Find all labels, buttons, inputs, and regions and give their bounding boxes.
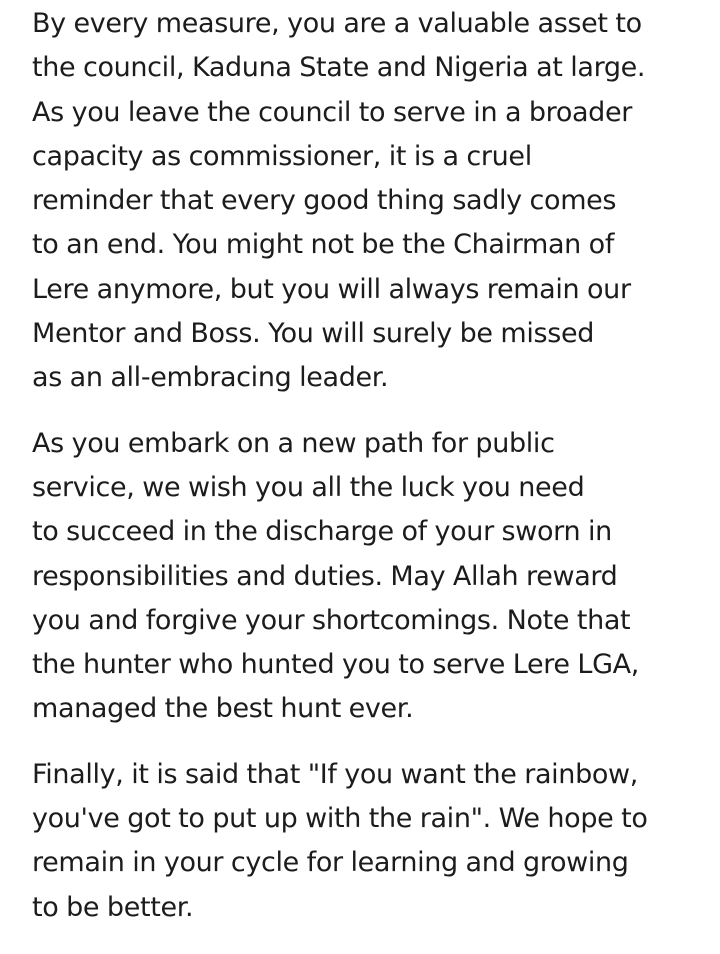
- paragraph-3: [32, 753, 702, 930]
- text-line: As you embark on a new path for public: [32, 427, 555, 459]
- text-line: As you leave the council to serve in a broader: [32, 96, 632, 128]
- text-line: the hunter who hunted you to serve Lere LGA,: [32, 649, 639, 681]
- text-line: to succeed in the discharge of your sworn in: [32, 516, 612, 548]
- article-body: [32, 2, 702, 951]
- paragraph-2: [32, 422, 702, 732]
- text-line: Mentor and Boss. You will surely be missed: [32, 318, 594, 350]
- text-line: you and forgive your shortcomings. Note that: [32, 604, 631, 636]
- text-line: Lere anymore, but you will always remain our: [32, 273, 631, 305]
- text-line: you've got to put up with the rain". We hope to: [32, 803, 648, 835]
- text-line: remain in your cycle for learning and growing: [32, 847, 629, 879]
- text-line: Finally, it is said that "If you want the rainbow,: [32, 758, 638, 790]
- text-line: By every measure, you are a valuable asset to: [32, 8, 642, 39]
- text-line: capacity as commissioner, it is a cruel: [32, 140, 532, 172]
- text-line: managed the best hunt ever.: [32, 693, 414, 725]
- text-line: the council, Kaduna State and Nigeria at large.: [32, 52, 646, 84]
- paragraph-1: [32, 2, 702, 401]
- text-line: to an end. You might not be the Chairman of: [32, 229, 614, 261]
- text-line: as an all-embracing leader.: [32, 362, 389, 394]
- text-line: reminder that every good thing sadly comes: [32, 185, 617, 217]
- text-line: service, we wish you all the luck you need: [32, 471, 585, 503]
- text-line: responsibilities and duties. May Allah reward: [32, 560, 618, 592]
- text-line: to be better.: [32, 891, 194, 923]
